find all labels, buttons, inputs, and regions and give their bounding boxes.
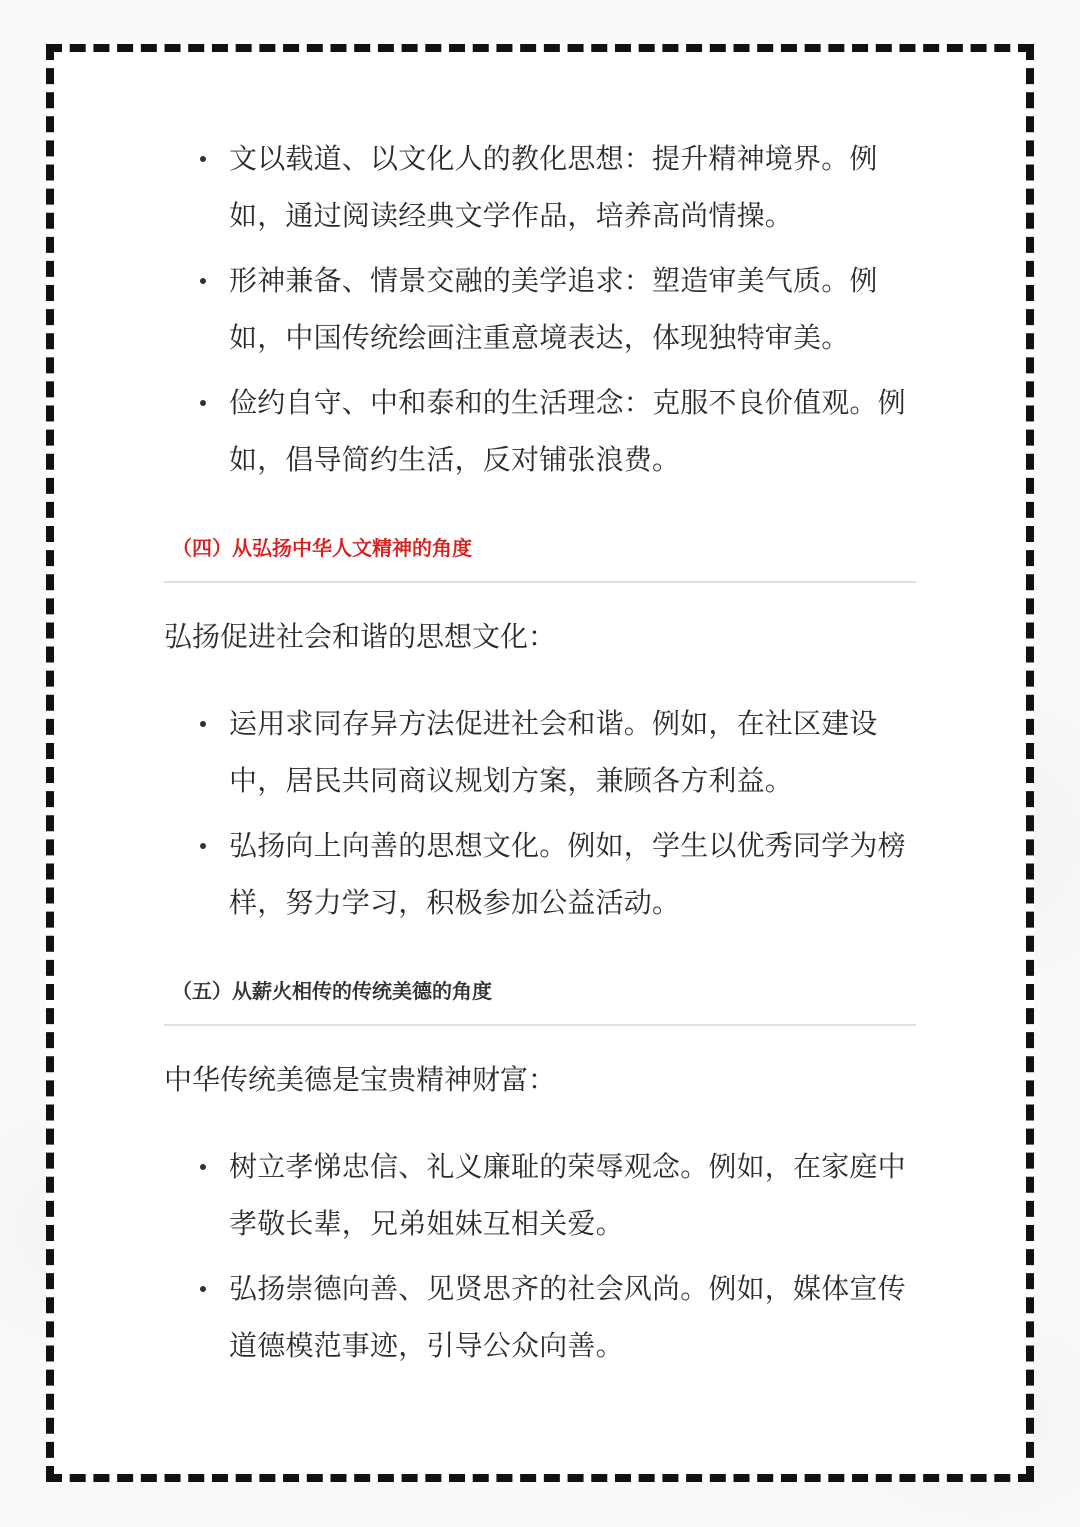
list-item-text: 弘扬崇德向善、见贤思齐的社会风尚。例如，媒体宣传道德模范事迹，引导公众向善。: [229, 1272, 906, 1362]
bullet-dot-icon: [200, 843, 206, 849]
bullet-dot-icon: [200, 1164, 206, 1170]
section-heading-humanistic-spirit: （四）从弘扬中华人文精神的角度: [172, 536, 472, 560]
list-item: [164, 130, 916, 244]
bullet-list-values: [164, 130, 916, 488]
bullet-list-virtues: [164, 1138, 916, 1374]
bullet-list-harmony: [164, 695, 916, 931]
section-divider: [164, 1024, 916, 1026]
list-item-text: 弘扬向上向善的思想文化。例如，学生以优秀同学为榜样，努力学习，积极参加公益活动。: [229, 829, 906, 919]
list-item: [164, 817, 916, 931]
list-item: [164, 695, 916, 809]
bullet-dot-icon: [200, 721, 206, 727]
bullet-dot-icon: [200, 156, 206, 162]
list-item: [164, 1138, 916, 1252]
document-content: [164, 130, 916, 1382]
list-item-text: 俭约自守、中和泰和的生活理念：克服不良价值观。例如，倡导简约生活，反对铺张浪费。: [229, 386, 906, 476]
section-intro-text: 弘扬促进社会和谐的思想文化：: [164, 620, 557, 653]
list-item-text: 树立孝悌忠信、礼义廉耻的荣辱观念。例如，在家庭中孝敬长辈，兄弟姐妹互相关爱。: [229, 1150, 906, 1240]
section-divider: [164, 581, 916, 583]
list-item-text: 运用求同存异方法促进社会和谐。例如，在社区建设中，居民共同商议规划方案，兼顾各方利益。: [229, 707, 878, 797]
list-item: [164, 374, 916, 488]
list-item-text: 文以载道、以文化人的教化思想：提升精神境界。例如，通过阅读经典文学作品，培养高尚情操。: [229, 142, 878, 232]
section-heading-traditional-virtues: （五）从薪火相传的传统美德的角度: [172, 979, 492, 1003]
bullet-dot-icon: [200, 1286, 206, 1292]
bullet-dot-icon: [200, 278, 206, 284]
section-intro-text: 中华传统美德是宝贵精神财富：: [164, 1063, 557, 1096]
list-item: [164, 1260, 916, 1374]
list-item-text: 形神兼备、情景交融的美学追求：塑造审美气质。例如，中国传统绘画注重意境表达，体现独特审美。: [229, 264, 878, 354]
bullet-dot-icon: [200, 400, 206, 406]
list-item: [164, 252, 916, 366]
